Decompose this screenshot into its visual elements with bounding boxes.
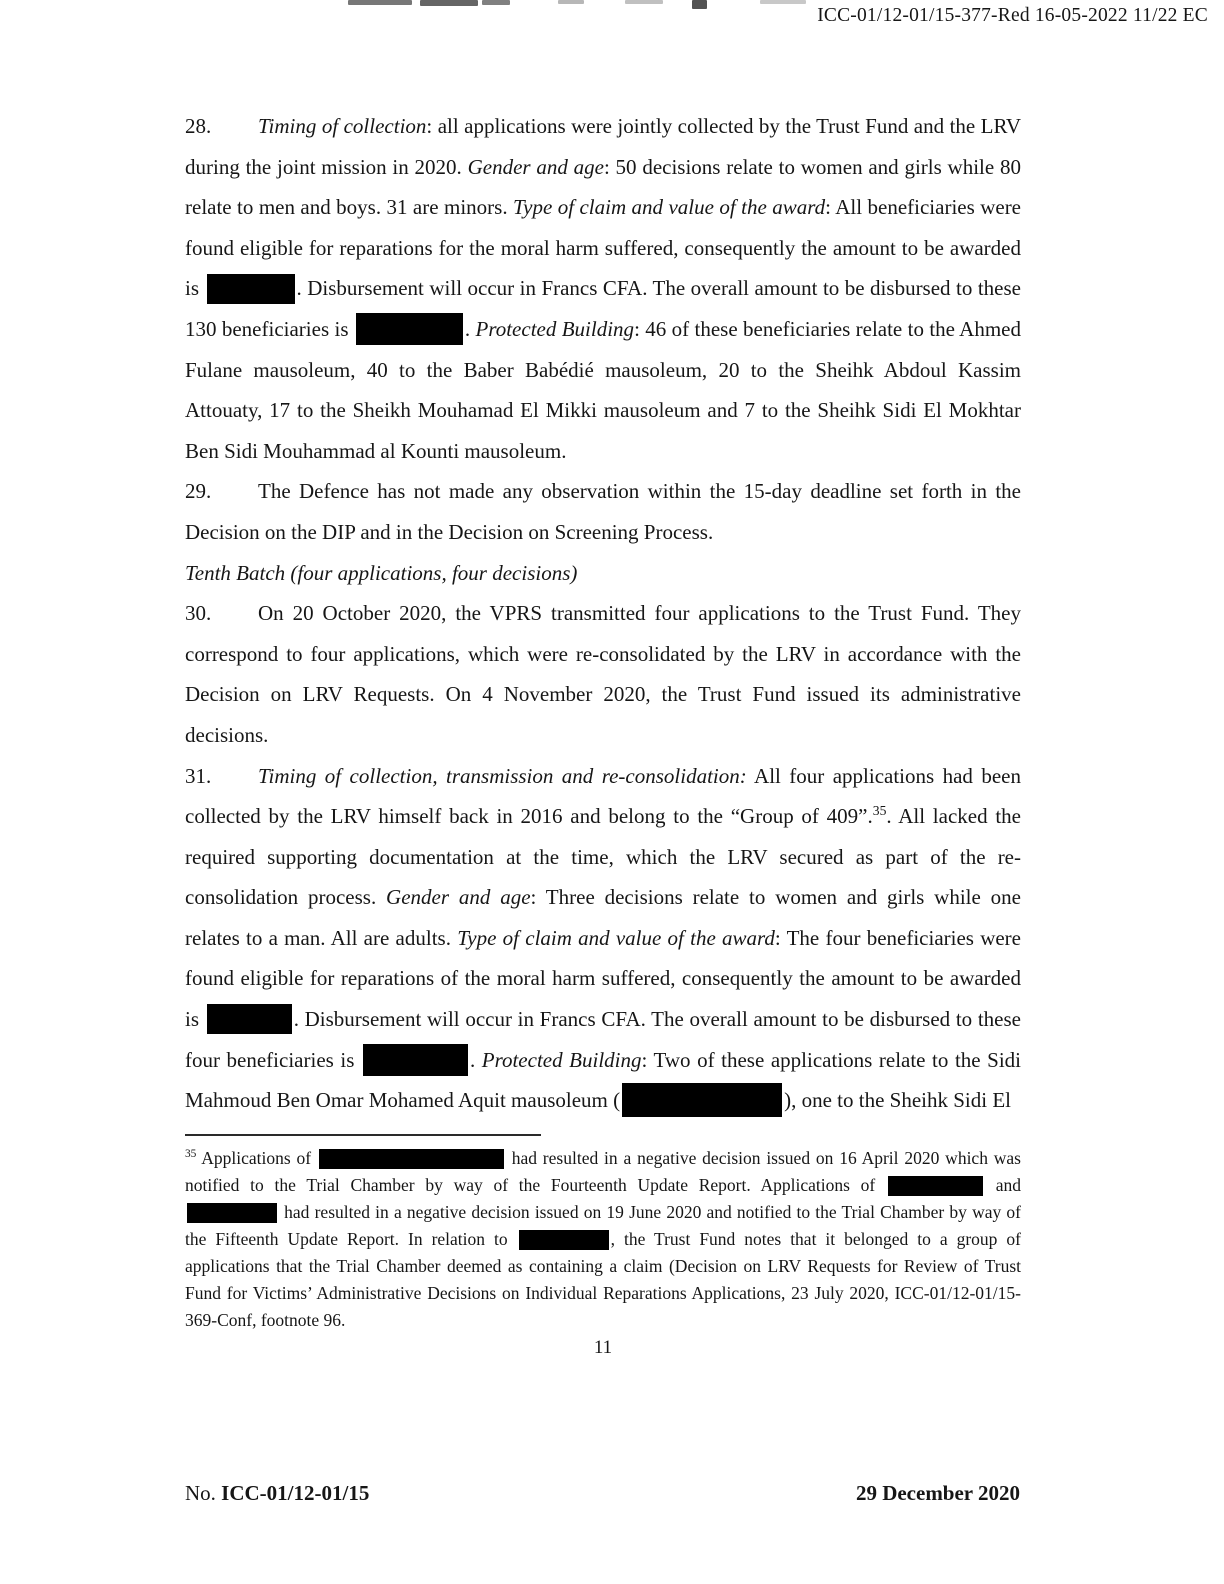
redaction-bar xyxy=(207,1004,292,1034)
footer-date: 29 December 2020 xyxy=(855,1481,1020,1505)
paragraph-29 xyxy=(185,471,1021,552)
redaction-bar xyxy=(319,1149,504,1169)
paragraph-text: Timing of collection: all applications were jointly collected by the Trust Fund and the LRV during the joint mission in 2020. Gender and age: 50 decisions relate to women and girls while 80 relate to men and boys. 31 are minors. Type of claim and value of the award: All beneficiaries were found eligible for reparations for the moral harm suffered, consequently the amount to be awarded is . Disbursement will occur in Francs CFA. The overall amount to be disbursed to these 130 beneficiaries is . Protected Building: 46 of these beneficiaries relate to the Ahmed Fulane mausoleum, 40 to the Baber Babédié mausoleum, 20 to the Sheihk Abdoul Kassim Attouaty, 17 to the Sheikh Mouhamad El Mikki mausoleum and 7 to the Sheihk Sidi El Mokhtar Ben Sidi Mouhammad al Kounti mausoleum. xyxy=(185,114,1022,463)
footer-case-number: No. ICC-01/12-01/15 xyxy=(185,1481,370,1505)
redaction-bar xyxy=(363,1044,468,1076)
page-number: 11 xyxy=(593,1336,613,1358)
footnote-block xyxy=(185,1134,1021,1359)
paragraph-text: Timing of collection, transmission and re-consolidation: All four applications had been collected by the LRV himself back in 2016 and belong to the “Group of 409”.$^{35}$. All lacked the required supporting documentation at the time, which the LRV secured as part of the re-consolidation process. Gender and age: Three decisions relate to women and girls while one relates to a man. All are adults. Type of claim and value of the award: The four beneficiaries were found eligible for reparations of the moral harm suffered, consequently the amount to be awarded is . Disbursement will occur in Francs CFA. The overall amount to be disbursed to these four beneficiaries is . Protected Building: Two of these applications relate to the Sidi Mahmoud Ben Omar Mohamed Aquit mausoleum ( ), one to the Sheihk Sidi El xyxy=(185,764,1021,1113)
redaction-bar xyxy=(519,1230,609,1250)
redaction-bar xyxy=(888,1176,983,1196)
paragraph-text: On 20 October 2020, the VPRS transmitted four applications to the Trust Fund. They correspond to four applications, which were re-consolidated by the LRV in accordance with the Decision on LRV Requests. On 4 November 2020, the Trust Fund issued its administrative decisions. xyxy=(185,601,1021,747)
scan-artifact xyxy=(348,0,412,5)
paragraph-31 xyxy=(185,756,1021,1121)
redaction-bar xyxy=(356,313,463,345)
redaction-bar xyxy=(187,1203,277,1223)
paragraph-number: 29. xyxy=(185,479,212,504)
court-filing-stamp: ICC-01/12-01/15-377-Red 16-05-2022 11/22 EC xyxy=(817,5,1208,26)
redaction-bar xyxy=(622,1083,782,1117)
scan-artifact xyxy=(558,0,584,4)
section-heading-tenth-batch: Tenth Batch (four applications, four decisions) xyxy=(185,560,578,585)
scan-artifact xyxy=(420,0,478,6)
scan-artifact xyxy=(482,0,510,5)
paragraph-text: The Defence has not made any observation within the 15-day deadline set forth in the Decision on the DIP and in the Decision on Screening Process. xyxy=(185,479,1021,544)
paragraph-30 xyxy=(185,593,1021,755)
document-body xyxy=(185,106,1021,1359)
footnote-separator xyxy=(185,1134,541,1136)
paragraph-number: 31. xyxy=(185,763,212,788)
scan-artifact xyxy=(692,0,707,9)
scan-artifact xyxy=(625,0,663,4)
footnote-35: $^{35}$ Applications of had resulted in a negative decision issued on 16 April 2020 which was notified to the Trial Chamber by way of the Fourteenth Update Report. Applications of and had resulted in a negative decision issued on 19 June 2020 and notified to the Trial Chamber by way of the Fifteenth Update Report. In relation to , the Trust Fund notes that it belonged to a group of applications that the Trial Chamber deemed as containing a claim (Decision on LRV Requests for Review of Trust Fund for Victims’ Administrative Decisions on Individual Reparations Applications, 23 July 2020, ICC-01/12-01/15-369-Conf, footnote 96. xyxy=(185,1147,1021,1330)
paragraph-number: 30. xyxy=(185,601,212,626)
redaction-bar xyxy=(207,274,295,304)
paragraph-28 xyxy=(185,106,1021,471)
scan-artifact xyxy=(760,0,806,4)
page-footer xyxy=(185,1481,1020,1506)
paragraph-number: 28. xyxy=(185,114,212,138)
